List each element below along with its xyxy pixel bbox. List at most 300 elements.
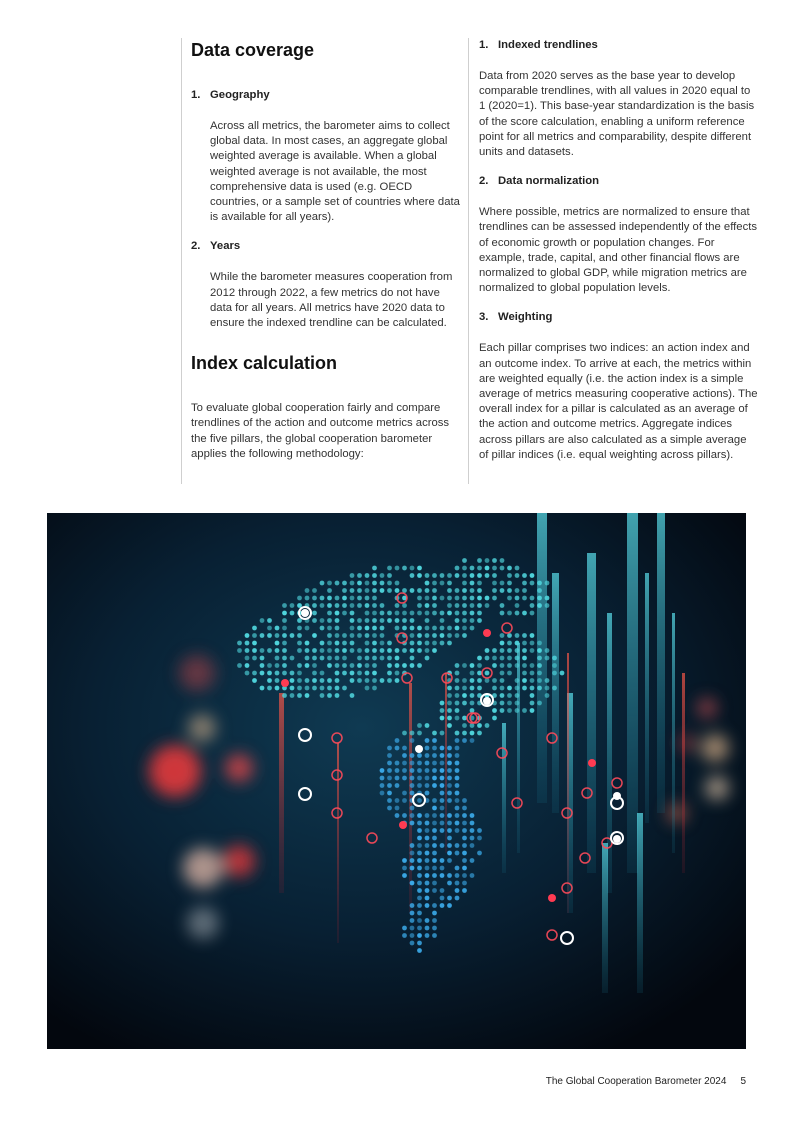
- map-dot: [470, 821, 475, 826]
- map-dot: [507, 581, 512, 586]
- map-dot: [462, 573, 467, 578]
- data-bar: [567, 653, 569, 913]
- map-dot: [425, 813, 430, 818]
- map-dot: [455, 761, 460, 766]
- map-dot: [312, 633, 317, 638]
- map-dot: [485, 603, 490, 608]
- map-dot: [432, 918, 437, 923]
- map-dot: [402, 791, 407, 796]
- map-dot: [350, 581, 355, 586]
- map-dot: [380, 776, 385, 781]
- heading-index-calculation: Index calculation: [191, 353, 338, 374]
- map-dot: [447, 746, 452, 751]
- map-dot: [312, 603, 317, 608]
- map-dot: [402, 731, 407, 736]
- data-bar: [337, 743, 339, 943]
- map-dot: [237, 641, 242, 646]
- map-dot: [387, 753, 392, 758]
- map-dot: [380, 641, 385, 646]
- page-footer: [546, 1076, 746, 1087]
- map-dot: [545, 581, 550, 586]
- map-dot: [417, 573, 422, 578]
- map-dot: [357, 596, 362, 601]
- map-dot: [500, 686, 505, 691]
- map-dot: [335, 626, 340, 631]
- map-dot: [455, 843, 460, 848]
- item-indexed-trendlines-body: Data from 2020 serves as the base year to develop comparable trendlines, with all values in 2020 equal to 1 (2020=1). This base-year standardization is the basis of the score calculation, enabling a uniform reference point for all metrics and comparability, despite different units and datasets.: [479, 70, 755, 159]
- map-dot: [305, 686, 310, 691]
- map-dot: [372, 611, 377, 616]
- map-dot: [500, 693, 505, 698]
- map-dot: [252, 656, 257, 661]
- map-dot: [455, 633, 460, 638]
- map-dot: [447, 641, 452, 646]
- map-dot: [425, 768, 430, 773]
- map-dot: [447, 843, 452, 848]
- world-map-graphic: [47, 513, 746, 1049]
- map-dot: [410, 611, 415, 616]
- map-dot: [245, 633, 250, 638]
- map-dot: [267, 678, 272, 683]
- map-dot: [260, 663, 265, 668]
- map-dot: [297, 596, 302, 601]
- left-column: [181, 38, 463, 484]
- map-dot: [395, 626, 400, 631]
- map-dot: [417, 641, 422, 646]
- map-dot: [492, 678, 497, 683]
- map-dot: [410, 776, 415, 781]
- map-dot: [537, 641, 542, 646]
- map-dot: [410, 573, 415, 578]
- map-dot: [432, 573, 437, 578]
- map-dot: [282, 663, 287, 668]
- map-dot: [470, 603, 475, 608]
- map-dot: [425, 596, 430, 601]
- map-dot: [455, 686, 460, 691]
- map-dot: [312, 648, 317, 653]
- map-dot: [545, 693, 550, 698]
- map-dot: [417, 648, 422, 653]
- map-dot: [470, 618, 475, 623]
- bokeh-light: [183, 848, 223, 888]
- map-dot: [245, 648, 250, 653]
- map-dot: [455, 821, 460, 826]
- map-dot: [350, 588, 355, 593]
- map-dot: [432, 911, 437, 916]
- map-dot: [455, 626, 460, 631]
- map-dot: [552, 663, 557, 668]
- map-dot: [440, 873, 445, 878]
- map-dot: [462, 813, 467, 818]
- map-dot: [290, 656, 295, 661]
- map-dot: [470, 671, 475, 676]
- map-dot: [530, 573, 535, 578]
- map-dot: [410, 918, 415, 923]
- data-bar: [602, 843, 608, 993]
- map-dot: [425, 888, 430, 893]
- map-dot: [462, 888, 467, 893]
- map-dot: [290, 633, 295, 638]
- map-dot: [522, 581, 527, 586]
- map-dot: [425, 603, 430, 608]
- map-dot: [387, 761, 392, 766]
- map-dot: [305, 588, 310, 593]
- data-bar: [627, 513, 638, 873]
- map-dot: [267, 648, 272, 653]
- red-dot-marker: [548, 894, 556, 902]
- map-dot: [417, 836, 422, 841]
- map-dot: [432, 648, 437, 653]
- map-dot: [425, 723, 430, 728]
- map-dot: [417, 941, 422, 946]
- map-dot: [530, 641, 535, 646]
- map-dot: [440, 866, 445, 871]
- map-dot: [417, 761, 422, 766]
- map-dot: [447, 858, 452, 863]
- map-dot: [305, 641, 310, 646]
- map-dot: [432, 821, 437, 826]
- map-dot: [455, 806, 460, 811]
- map-dot: [447, 813, 452, 818]
- map-dot: [417, 776, 422, 781]
- map-dot: [410, 768, 415, 773]
- map-dot: [462, 851, 467, 856]
- map-dot: [515, 701, 520, 706]
- map-dot: [447, 693, 452, 698]
- map-dot: [425, 821, 430, 826]
- data-bar: [445, 673, 447, 853]
- map-dot: [477, 618, 482, 623]
- map-dot: [425, 761, 430, 766]
- map-dot: [417, 948, 422, 953]
- item-years-title: 2. Years: [191, 240, 241, 253]
- map-dot: [447, 768, 452, 773]
- map-dot: [417, 911, 422, 916]
- data-bar: [672, 613, 675, 853]
- map-dot: [425, 753, 430, 758]
- map-dot: [410, 663, 415, 668]
- map-dot: [417, 858, 422, 863]
- map-dot: [440, 753, 445, 758]
- map-dot: [312, 686, 317, 691]
- map-dot: [245, 671, 250, 676]
- map-dot: [372, 618, 377, 623]
- map-dot: [462, 633, 467, 638]
- map-dot: [267, 633, 272, 638]
- map-dot: [282, 671, 287, 676]
- map-dot: [455, 798, 460, 803]
- map-dot: [537, 701, 542, 706]
- map-dot: [492, 566, 497, 571]
- map-dot: [417, 896, 422, 901]
- map-dot: [440, 581, 445, 586]
- map-dot: [260, 648, 265, 653]
- map-dot: [455, 768, 460, 773]
- map-dot: [380, 588, 385, 593]
- map-dot: [380, 648, 385, 653]
- map-dot: [320, 678, 325, 683]
- map-dot: [410, 843, 415, 848]
- map-dot: [455, 716, 460, 721]
- map-dot: [432, 641, 437, 646]
- bokeh-light: [225, 754, 253, 782]
- map-dot: [440, 813, 445, 818]
- map-dot: [455, 618, 460, 623]
- map-dot: [417, 903, 422, 908]
- map-dot: [545, 596, 550, 601]
- red-dot-marker: [483, 629, 491, 637]
- map-dot: [470, 611, 475, 616]
- map-dot: [440, 701, 445, 706]
- map-dot: [372, 603, 377, 608]
- map-dot: [522, 588, 527, 593]
- map-dot: [350, 671, 355, 676]
- map-dot: [425, 836, 430, 841]
- map-dot: [410, 933, 415, 938]
- map-dot: [417, 768, 422, 773]
- map-dot: [470, 723, 475, 728]
- map-dot: [342, 588, 347, 593]
- map-dot: [327, 618, 332, 623]
- map-dot: [432, 768, 437, 773]
- map-dot: [477, 671, 482, 676]
- map-dot: [500, 678, 505, 683]
- map-dot: [432, 926, 437, 931]
- map-dot: [402, 926, 407, 931]
- map-dot: [297, 678, 302, 683]
- data-bar: [409, 683, 412, 913]
- map-dot: [417, 611, 422, 616]
- map-dot: [477, 611, 482, 616]
- map-dot: [357, 663, 362, 668]
- map-dot: [297, 663, 302, 668]
- map-dot: [485, 573, 490, 578]
- map-dot: [462, 618, 467, 623]
- index-calculation-intro: To evaluate global cooperation fairly and compare trendlines of the action and outcome metrics across the five pillars, the global cooperation barometer applies the following methodology:: [191, 402, 450, 460]
- map-dot: [380, 633, 385, 638]
- map-dot: [402, 618, 407, 623]
- item-geography-title: 1. Geography: [191, 89, 270, 101]
- map-dot: [455, 693, 460, 698]
- map-dot: [402, 761, 407, 766]
- map-dot: [365, 626, 370, 631]
- map-dot: [312, 611, 317, 616]
- map-dot: [537, 603, 542, 608]
- map-dot: [425, 648, 430, 653]
- map-dot: [387, 798, 392, 803]
- map-dot: [417, 866, 422, 871]
- map-dot: [282, 626, 287, 631]
- map-dot: [282, 618, 287, 623]
- map-dot: [260, 633, 265, 638]
- map-dot: [455, 746, 460, 751]
- map-dot: [327, 656, 332, 661]
- map-dot: [305, 626, 310, 631]
- map-dot: [350, 573, 355, 578]
- map-dot: [470, 843, 475, 848]
- map-dot: [492, 596, 497, 601]
- map-dot: [372, 648, 377, 653]
- map-dot: [455, 588, 460, 593]
- map-dot: [432, 588, 437, 593]
- map-dot: [455, 813, 460, 818]
- map-dot: [425, 873, 430, 878]
- map-dot: [477, 686, 482, 691]
- map-dot: [500, 648, 505, 653]
- map-dot: [455, 678, 460, 683]
- map-dot: [372, 678, 377, 683]
- map-dot: [305, 693, 310, 698]
- map-dot: [507, 566, 512, 571]
- map-dot: [455, 851, 460, 856]
- map-dot: [425, 896, 430, 901]
- map-dot: [365, 633, 370, 638]
- map-dot: [387, 588, 392, 593]
- map-dot: [410, 926, 415, 931]
- map-dot: [440, 896, 445, 901]
- map-dot: [470, 588, 475, 593]
- map-dot: [350, 618, 355, 623]
- map-dot: [470, 663, 475, 668]
- map-dot: [485, 671, 490, 676]
- item-data-normalization-title: 2. Data normalization: [479, 175, 600, 188]
- map-dot: [522, 611, 527, 616]
- map-dot: [335, 648, 340, 653]
- map-dot: [410, 626, 415, 631]
- map-dot: [477, 663, 482, 668]
- map-dot: [507, 648, 512, 653]
- map-dot: [447, 881, 452, 886]
- bokeh-light: [679, 735, 695, 751]
- map-dot: [455, 873, 460, 878]
- map-dot: [545, 678, 550, 683]
- map-dot: [432, 596, 437, 601]
- map-dot: [395, 761, 400, 766]
- map-dot: [477, 723, 482, 728]
- map-dot: [357, 581, 362, 586]
- map-dot: [312, 663, 317, 668]
- map-dot: [447, 776, 452, 781]
- map-dot: [260, 686, 265, 691]
- map-dot: [275, 686, 280, 691]
- map-dot: [245, 663, 250, 668]
- map-dot: [312, 656, 317, 661]
- map-dot: [470, 836, 475, 841]
- map-dot: [387, 656, 392, 661]
- map-dot: [387, 641, 392, 646]
- map-dot: [447, 791, 452, 796]
- map-dot: [432, 798, 437, 803]
- map-dot: [530, 581, 535, 586]
- map-dot: [327, 626, 332, 631]
- map-dot: [395, 768, 400, 773]
- map-dot: [537, 588, 542, 593]
- map-dot: [402, 588, 407, 593]
- map-dot: [425, 881, 430, 886]
- map-dot: [440, 761, 445, 766]
- map-dot: [410, 753, 415, 758]
- map-dot: [447, 581, 452, 586]
- map-dot: [410, 618, 415, 623]
- map-dot: [522, 573, 527, 578]
- map-dot: [425, 776, 430, 781]
- map-dot: [522, 671, 527, 676]
- data-bar: [657, 513, 665, 813]
- map-dot: [447, 708, 452, 713]
- map-dot: [320, 686, 325, 691]
- map-dot: [507, 693, 512, 698]
- map-dot: [462, 693, 467, 698]
- map-dot: [425, 626, 430, 631]
- map-dot: [485, 678, 490, 683]
- map-dot: [380, 768, 385, 773]
- map-dot: [290, 678, 295, 683]
- map-dot: [500, 611, 505, 616]
- map-dot: [320, 581, 325, 586]
- map-dot: [275, 626, 280, 631]
- item-weighting-body: Each pillar comprises two indices: an action index and an outcome index. To arrive at each, the metrics within are weighted equally (i.e. the action index is a simple average of metrics measuring cooperative actions). The overall index for a pillar is calculated as an average of the action and outcome metrics. Aggregate indices across pillars are also calculated as a simple average of pillar indices (i.e. equal weighting across pillars).: [479, 342, 758, 461]
- map-dot: [440, 716, 445, 721]
- right-column: [468, 38, 758, 484]
- map-dot: [387, 806, 392, 811]
- map-dot: [387, 611, 392, 616]
- map-dot: [320, 641, 325, 646]
- map-dot: [485, 648, 490, 653]
- map-dot: [387, 671, 392, 676]
- map-dot: [320, 648, 325, 653]
- map-dot: [342, 641, 347, 646]
- map-dot: [470, 828, 475, 833]
- map-dot: [305, 656, 310, 661]
- map-dot: [410, 866, 415, 871]
- map-dot: [282, 648, 287, 653]
- map-dot: [545, 686, 550, 691]
- map-dot: [267, 671, 272, 676]
- map-dot: [455, 566, 460, 571]
- map-dot: [545, 648, 550, 653]
- map-dot: [372, 671, 377, 676]
- map-dot: [237, 648, 242, 653]
- map-dot: [500, 588, 505, 593]
- map-dot: [335, 581, 340, 586]
- map-dot: [522, 596, 527, 601]
- map-dot: [380, 656, 385, 661]
- map-dot: [530, 633, 535, 638]
- map-dot: [350, 611, 355, 616]
- map-dot: [462, 581, 467, 586]
- map-dot: [357, 603, 362, 608]
- map-dot: [485, 723, 490, 728]
- map-dot: [410, 648, 415, 653]
- map-dot: [515, 656, 520, 661]
- map-dot: [252, 671, 257, 676]
- map-dot: [350, 633, 355, 638]
- map-dot: [530, 678, 535, 683]
- map-dot: [440, 843, 445, 848]
- map-dot: [432, 888, 437, 893]
- map-dot: [395, 813, 400, 818]
- map-dot: [335, 611, 340, 616]
- heading-data-coverage: Data coverage: [191, 40, 315, 60]
- map-dot: [455, 708, 460, 713]
- map-dot: [545, 603, 550, 608]
- map-dot: [477, 603, 482, 608]
- map-dot: [515, 573, 520, 578]
- map-dot: [447, 633, 452, 638]
- map-dot: [335, 678, 340, 683]
- red-dot-marker: [399, 821, 407, 829]
- map-dot: [485, 596, 490, 601]
